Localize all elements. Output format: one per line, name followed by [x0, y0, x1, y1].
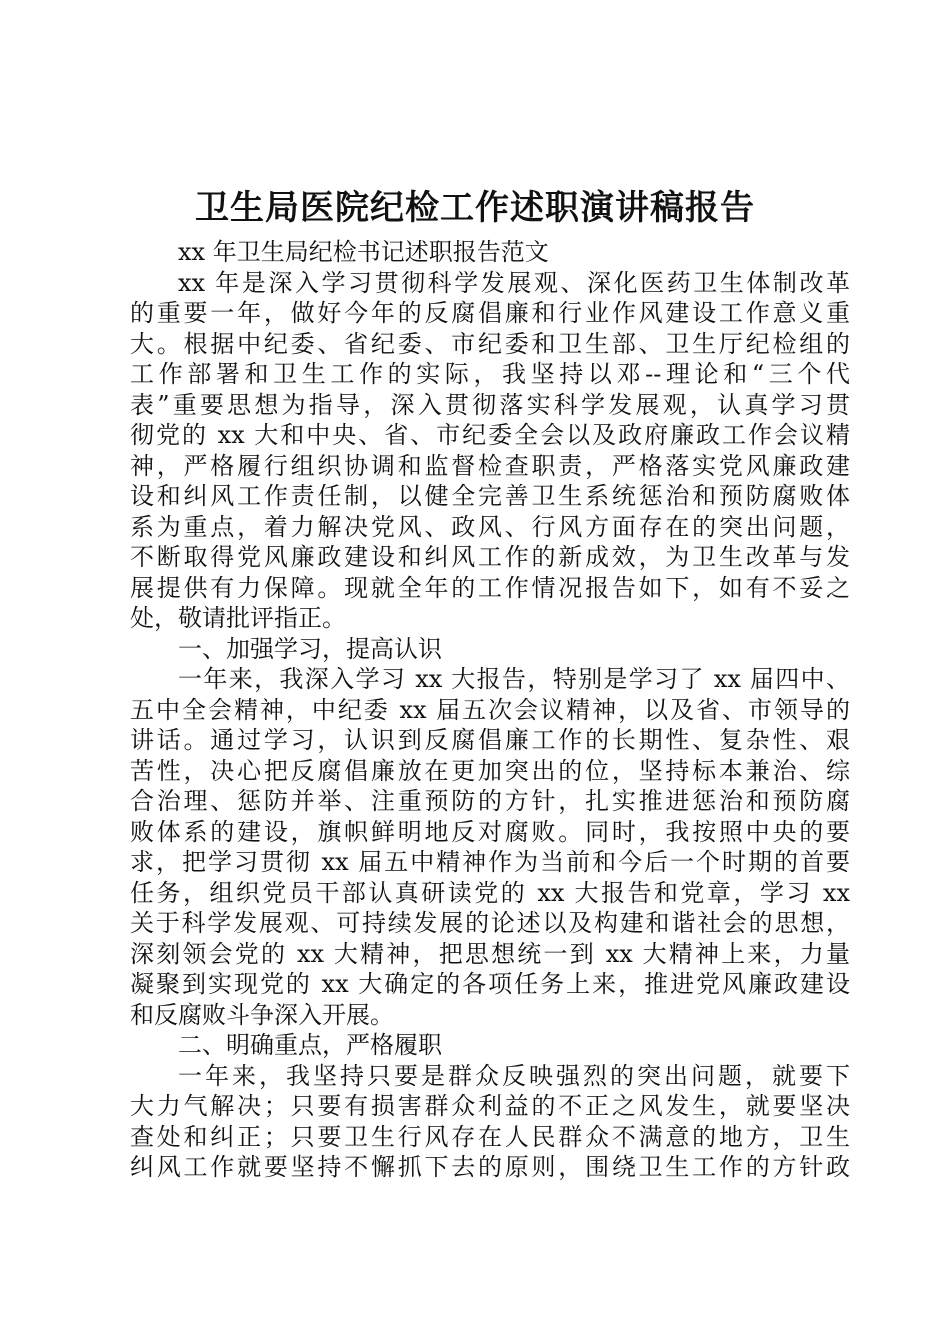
subtitle-line: xx 年卫生局纪检书记述职报告范文 — [178, 238, 549, 266]
paragraph-line: 神，严格履行组织协调和监督检查职责，严格落实党风廉政建 — [130, 451, 850, 480]
section-heading: 一、加强学习，提高认识 — [178, 634, 442, 663]
paragraph-line: 求，把学习贯彻 xx 届五中精神作为当前和今后一个时期的首要 — [130, 848, 850, 876]
section-heading: 二、明确重点，严格履职 — [178, 1031, 442, 1059]
paragraph-line: 关于科学发展观、可持续发展的论述以及构建和谐社会的思想， — [130, 909, 850, 937]
paragraph-line: 系为重点，着力解决党风、政风、行风方面存在的突出问题， — [130, 512, 850, 541]
paragraph-line: 一年来，我坚持只要是群众反映强烈的突出问题，就要下 — [178, 1061, 850, 1090]
paragraph-line: 不断取得党风廉政建设和纠风工作的新成效，为卫生改革与发 — [130, 543, 850, 571]
paragraph-line: 的重要一年，做好今年的反腐倡廉和行业作风建设工作意义重 — [130, 299, 850, 327]
paragraph-line: 设和纠风工作责任制，以健全完善卫生系统惩治和预防腐败体 — [130, 482, 850, 510]
paragraph-line: 任务，组织党员干部认真研读党的 xx 大报告和党章，学习 xx — [130, 878, 850, 907]
paragraph-line: 讲话。通过学习，认识到反腐倡廉工作的长期性、复杂性、艰 — [130, 726, 850, 754]
paragraph-line: 苦性，决心把反腐倡廉放在更加突出的位，坚持标本兼治、综 — [130, 756, 850, 785]
document-title: 卫生局医院纪检工作述职演讲稿报告 — [195, 188, 755, 228]
paragraph-line: 处，敬请批评指正。 — [130, 604, 346, 632]
paragraph-line: 深刻领会党的 xx 大精神，把思想统一到 xx 大精神上来，力量 — [130, 939, 850, 968]
paragraph-line: 纠风工作就要坚持不懈抓下去的原则，围绕卫生工作的方针政 — [130, 1153, 850, 1181]
paragraph-line: 展提供有力保障。现就全年的工作情况报告如下，如有不妥之 — [130, 573, 850, 602]
paragraph-line: 查处和纠正；只要卫生行风存在人民群众不满意的地方，卫生 — [130, 1122, 850, 1151]
paragraph-line: xx 年是深入学习贯彻科学发展观、深化医药卫生体制改革 — [178, 268, 850, 297]
paragraph-line: 败体系的建设，旗帜鲜明地反对腐败。同时，我按照中央的要 — [130, 817, 850, 846]
paragraph-line: 表”重要思想为指导，深入贯彻落实科学发展观，认真学习贯 — [130, 390, 850, 419]
document-body — [130, 237, 850, 1183]
paragraph-line: 大力气解决；只要有损害群众利益的不正之风发生，就要坚决 — [130, 1092, 850, 1120]
paragraph-line: 大。根据中纪委、省纪委、市纪委和卫生部、卫生厅纪检组的 — [130, 329, 850, 358]
paragraph-line: 凝聚到实现党的 xx 大确定的各项任务上来，推进党风廉政建设 — [130, 970, 850, 998]
paragraph-line: 彻党的 xx 大和中央、省、市纪委全会以及政府廉政工作会议精 — [130, 421, 850, 449]
paragraph-line: 合治理、惩防并举、注重预防的方针，扎实推进惩治和预防腐 — [130, 787, 850, 815]
paragraph-line: 工作部署和卫生工作的实际，我坚持以邓--理论和“三个代 — [130, 360, 850, 388]
paragraph-line: 一年来，我深入学习 xx 大报告，特别是学习了 xx 届四中、 — [178, 665, 850, 693]
paragraph-line: 和反腐败斗争深入开展。 — [130, 1000, 394, 1029]
paragraph-line: 五中全会精神，中纪委 xx 届五次会议精神，以及省、市领导的 — [130, 695, 850, 724]
